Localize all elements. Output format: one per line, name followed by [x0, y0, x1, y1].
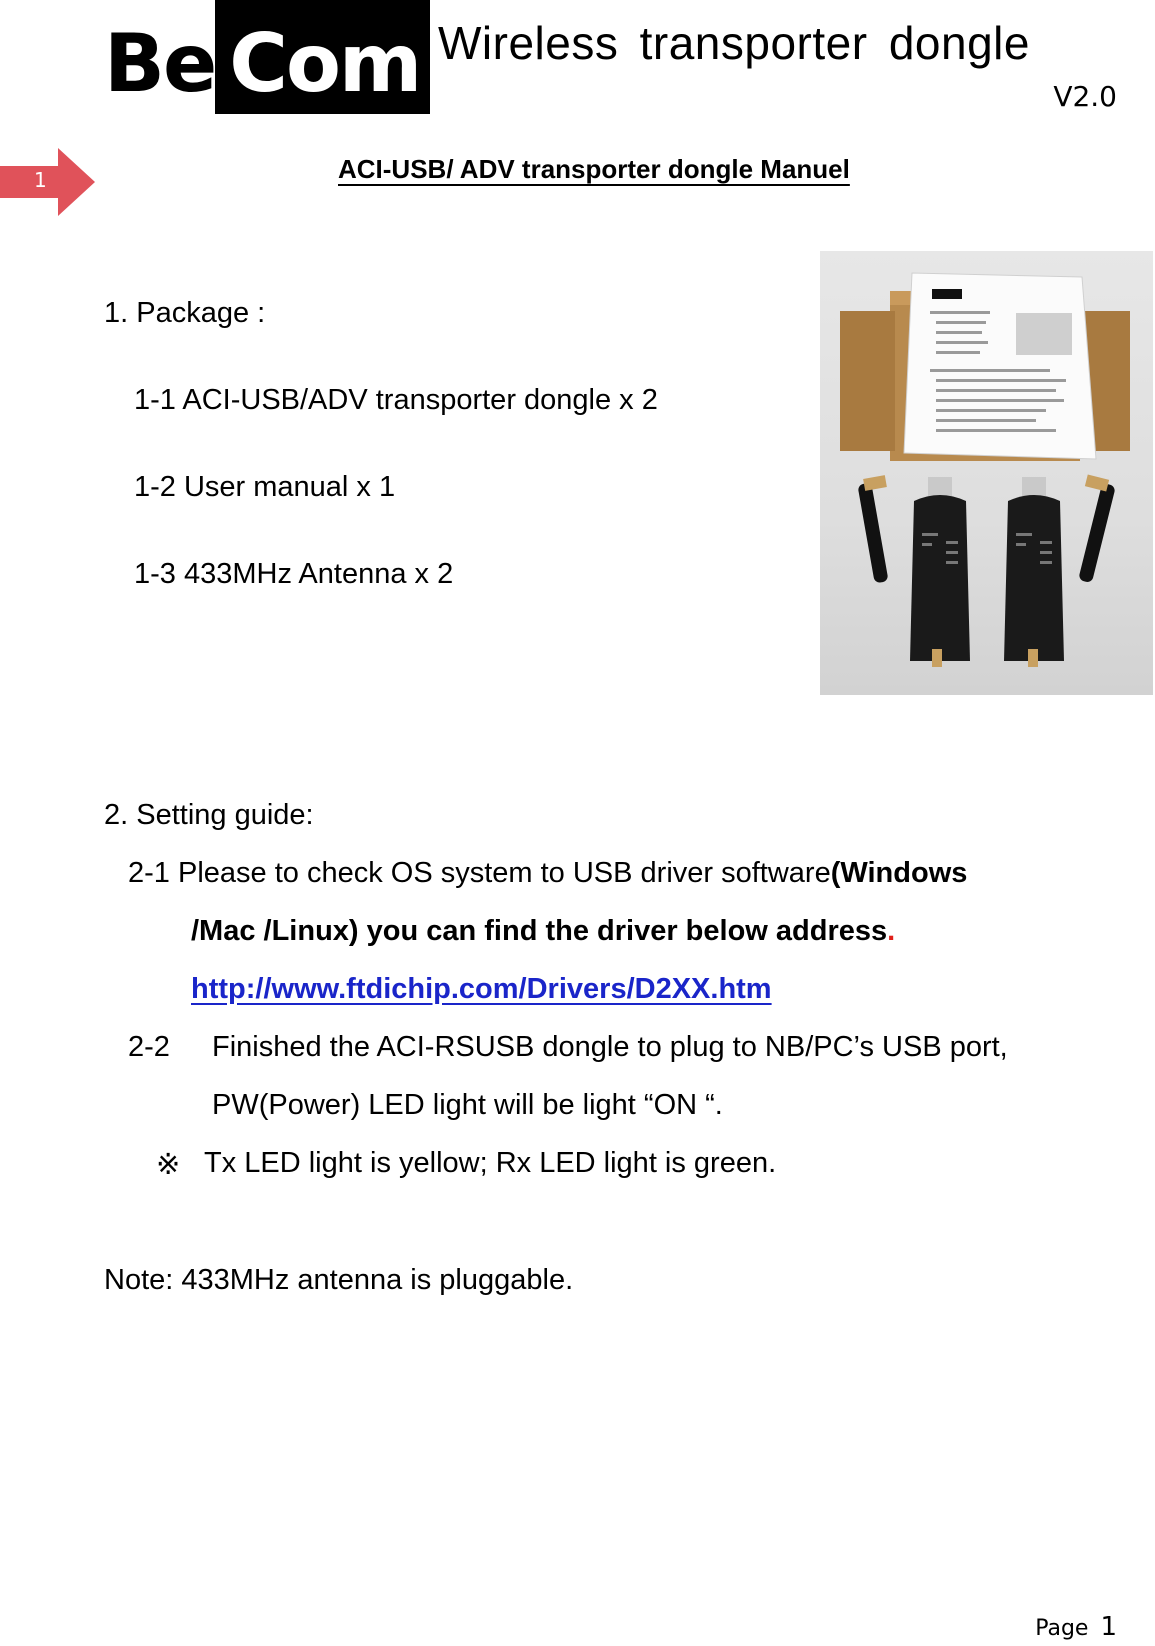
product-photo-icon [820, 251, 1153, 695]
setting-step-1-platforms: /Mac /Linux) you can find the driver below address [191, 915, 888, 947]
arrow-icon [0, 148, 95, 216]
package-item-3: 1-3 433MHz Antenna x 2 [134, 558, 454, 590]
becom-logo [104, 0, 430, 114]
driver-link-line [191, 973, 772, 1006]
version-label: V2.0 [1053, 80, 1117, 113]
setting-step-1-line-1 [128, 857, 967, 890]
setting-step-2-line-2: PW(Power) LED light will be light “ON “. [212, 1089, 723, 1121]
product-photo [820, 251, 1153, 695]
logo-be-text: Be [104, 17, 216, 110]
antenna-note: Note: 433MHz antenna is pluggable. [104, 1264, 574, 1296]
page-marker-number: 1 [34, 168, 47, 192]
setting-step-2-number: 2-2 [128, 1031, 170, 1063]
setting-step-1-line-2 [191, 915, 895, 948]
setting-step-2-line-1: Finished the ACI-RSUSB dongle to plug to NB/PC’s USB port, [212, 1031, 1008, 1063]
page-number: 1 [1100, 1612, 1117, 1642]
note-mark: ※ [156, 1149, 181, 1181]
setting-title: 2. Setting guide: [104, 799, 314, 831]
setting-step-1-windows: (Windows [830, 857, 968, 889]
page-marker-arrow [0, 148, 95, 216]
logo-com-text: Com [215, 0, 430, 114]
package-title: 1. Package : [104, 297, 266, 329]
page-label: Page [1035, 1616, 1089, 1641]
page-footer [1035, 1612, 1117, 1642]
led-color-note: Tx LED light is yellow; Rx LED light is green. [204, 1147, 777, 1179]
setting-step-1-prefix: 2-1 Please to check OS system to USB driver software [128, 857, 831, 889]
driver-download-link[interactable]: http://www.ftdichip.com/Drivers/D2XX.htm [191, 973, 772, 1005]
document-title: Wireless transporter dongle [438, 17, 1030, 69]
setting-step-1-period: . [887, 915, 896, 947]
manual-heading: ACI-USB/ ADV transporter dongle Manuel [338, 154, 850, 184]
package-item-2: 1-2 User manual x 1 [134, 471, 396, 503]
package-item-1: 1-1 ACI-USB/ADV transporter dongle x 2 [134, 384, 658, 416]
